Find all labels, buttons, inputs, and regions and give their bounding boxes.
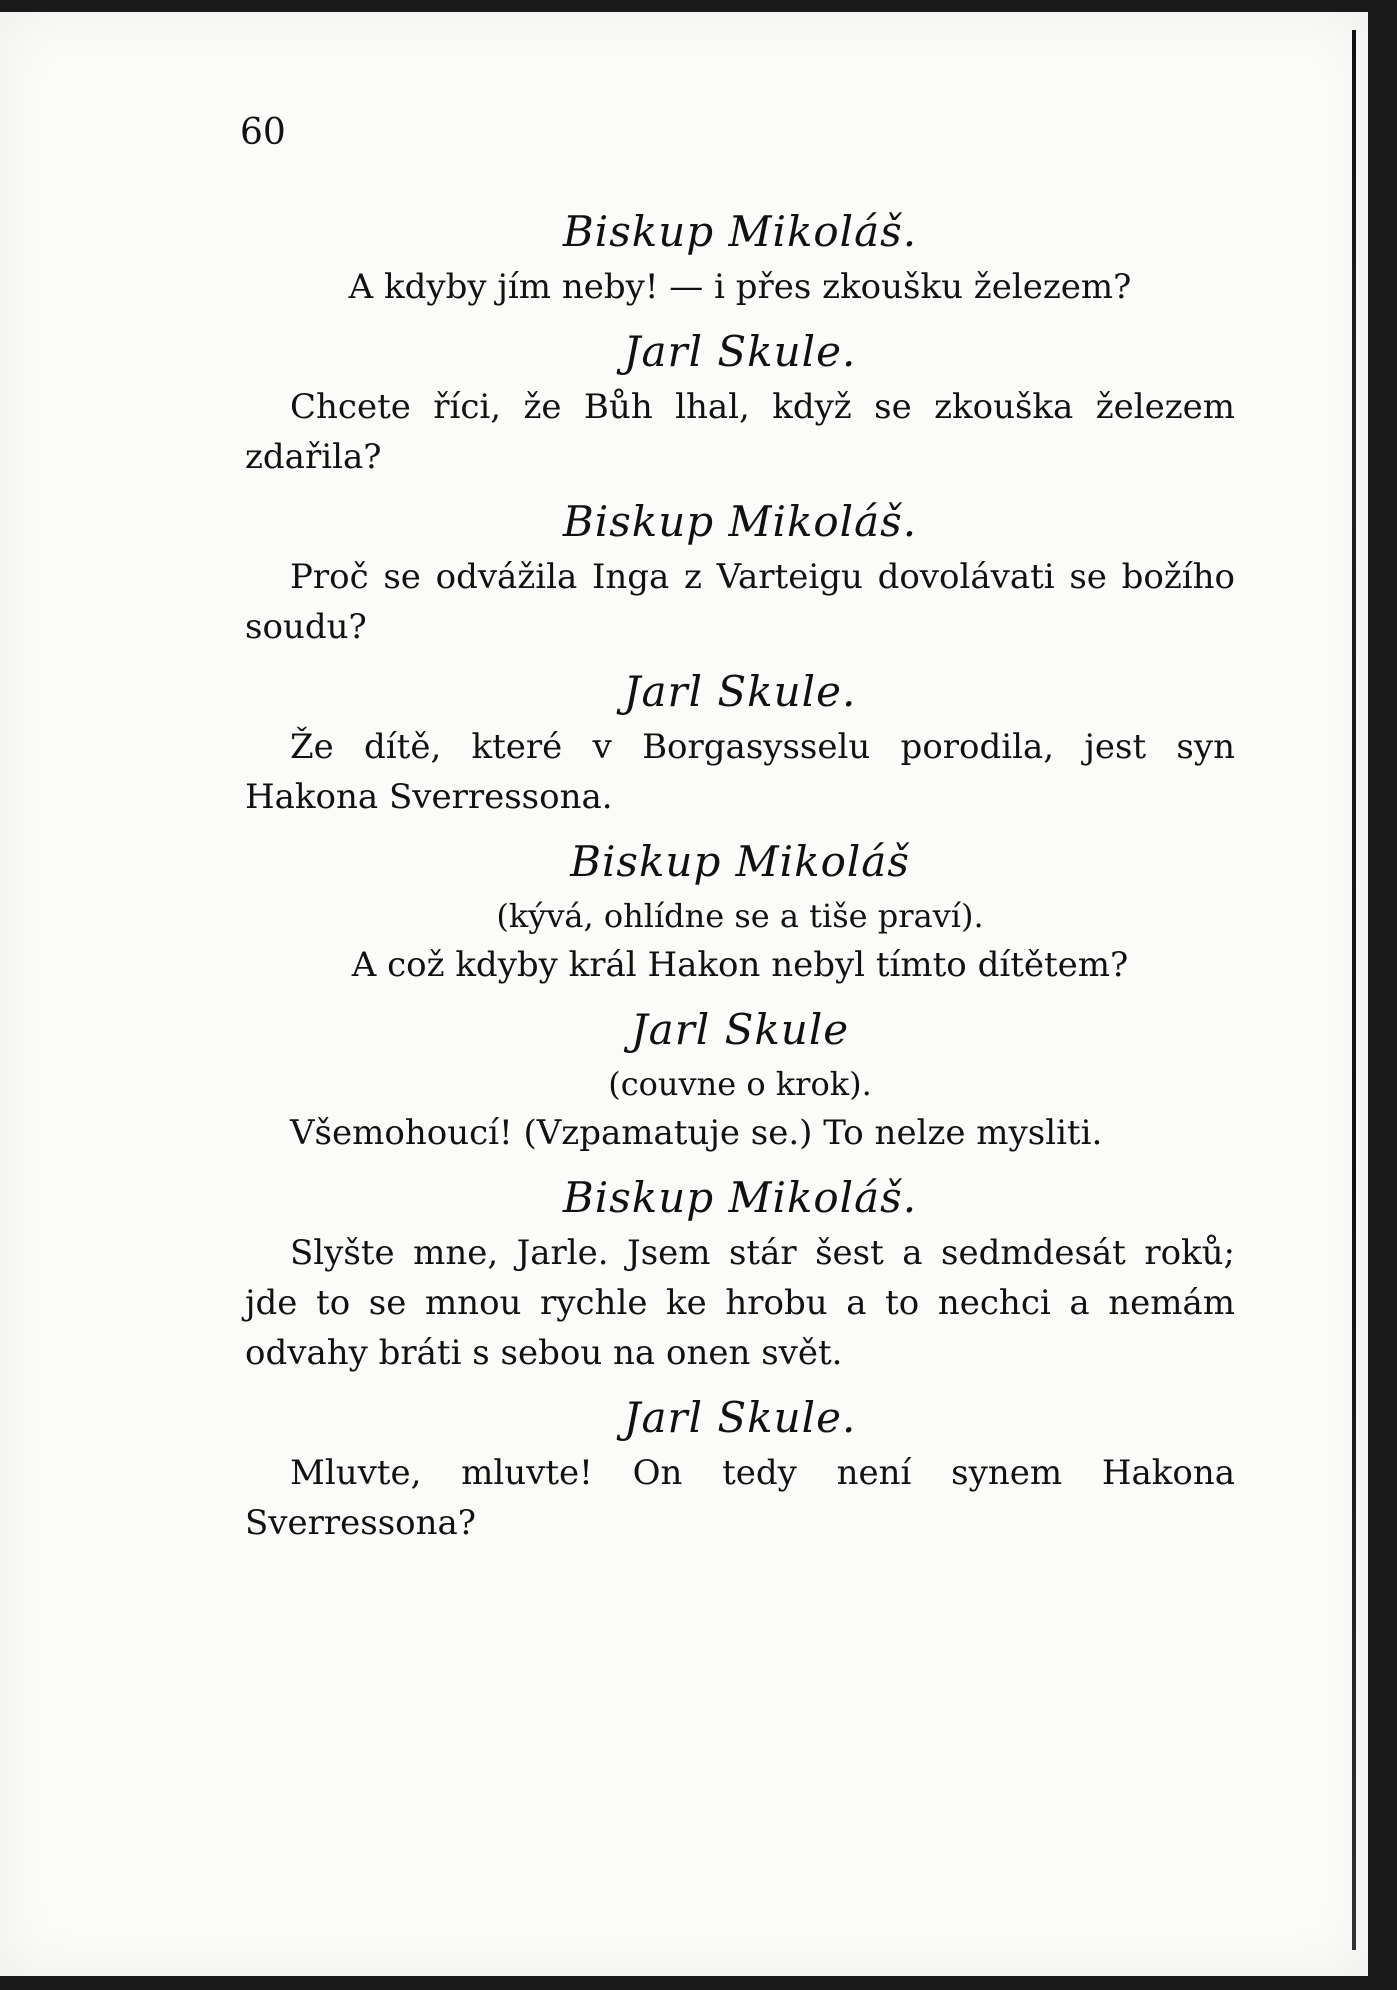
dialogue-line: A což kdyby král Hakon nebyl tímto dítětem? xyxy=(351,945,1129,985)
book-page xyxy=(0,12,1368,1976)
dialogue-line: Chcete říci, že Bůh lhal, když se zkouška železem zdařila? xyxy=(245,387,1235,477)
speaker-heading: Biskup Mikoláš. xyxy=(562,497,918,546)
speaker-heading: Jarl Skule. xyxy=(623,327,857,376)
page-edge-shadow xyxy=(1352,30,1356,1950)
speaker-heading: Biskup Mikoláš. xyxy=(562,207,918,256)
dialogue-line: A kdyby jím neby! — i přes zkoušku železem? xyxy=(348,267,1132,307)
speaker-heading: Biskup Mikoláš xyxy=(570,837,910,886)
dialogue-line: Proč se odvážila Inga z Varteigu dovolávati se božího soudu? xyxy=(245,557,1235,647)
dialogue-line: Že dítě, které v Borgasysselu porodila, jest syn Hakona Sverressona. xyxy=(245,727,1235,817)
speaker-heading: Jarl Skule. xyxy=(623,1393,857,1442)
dialogue-line: Všemohoucí! (Vzpamatuje se.) To nelze mysliti. xyxy=(290,1113,1103,1153)
stage-direction: (kývá, ohlídne se a tiše praví). xyxy=(496,897,984,935)
speaker-heading: Jarl Skule xyxy=(630,1005,850,1054)
speaker-heading: Biskup Mikoláš. xyxy=(562,1173,918,1222)
dialogue-line: Slyšte mne, Jarle. Jsem stár šest a sedmdesát roků; jde to se mnou rychle ke hrobu a to nechci a nemám odvahy bráti s sebou na onen svět. xyxy=(245,1233,1235,1373)
dialogue-text xyxy=(245,192,1235,1548)
speaker-heading: Jarl Skule. xyxy=(623,667,857,716)
dialogue-line: Mluvte, mluvte! On tedy není synem Hakona Sverressona? xyxy=(245,1453,1235,1543)
stage-direction: (couvne o krok). xyxy=(608,1065,872,1103)
page-number: 60 xyxy=(240,112,286,153)
